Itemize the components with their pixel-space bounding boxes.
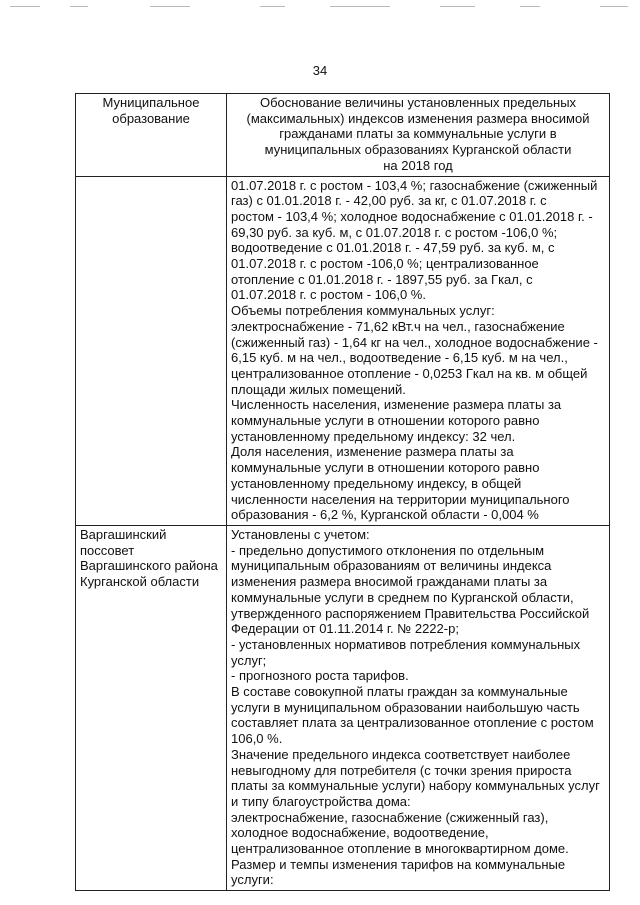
- table-row: [76, 525, 610, 890]
- text-line: 01.07.2018 г. с ростом - 103,4 %; газоснабжение (сжиженный: [231, 177, 598, 193]
- text-line: коммунальные услуги в отношении которого равно: [231, 413, 540, 429]
- text-line: 69,30 руб. за куб. м, с 01.07.2018 г. с ростом -106,0 %;: [231, 224, 558, 240]
- table-row: [76, 176, 610, 525]
- justification-cell: [227, 176, 610, 525]
- header-line: образование: [112, 110, 190, 126]
- text-line: (сжиженный газ) - 1,64 кг на чел., холодное водоснабжение -: [231, 334, 598, 350]
- municipality-line: поссовет: [80, 542, 135, 558]
- text-line: образования - 6,2 %, Курганской области - 0,004 %: [231, 507, 539, 523]
- municipality-line: Варгашинского района: [80, 558, 218, 574]
- text-line: централизованное отопление - 0,0253 Гкал на кв. м общей: [231, 365, 588, 381]
- text-line: невыгодному для потребителя (с точки зрения прироста: [231, 762, 572, 778]
- text-line: Федерации от 01.11.2014 г. № 2222-р;: [231, 621, 459, 637]
- text-line: Доля населения, изменение размера платы за: [231, 444, 514, 460]
- header-line: (максимальных) индексов изменения размера вносимой: [246, 110, 590, 126]
- table-header-row: [76, 94, 610, 177]
- text-line: Значение предельного индекса соответствует наиболее: [231, 746, 571, 762]
- header-line: Обоснование величины установленных предельных: [259, 95, 577, 110]
- municipality-cell: [76, 176, 227, 525]
- text-line: муниципальным образованиям от величины индекса: [231, 558, 552, 574]
- text-line: коммунальные услуги в отношении которого равно: [231, 460, 540, 476]
- text-line: услуги в муниципальном образовании наибольшую часть: [231, 699, 580, 715]
- text-line: услуги:: [231, 872, 274, 888]
- header-line: Муниципальное: [102, 95, 200, 110]
- header-line: муниципальных образованиях Курганской области: [264, 142, 572, 158]
- text-line: 01.07.2018 г. с ростом - 106,0 %.: [231, 287, 426, 303]
- justification-cell: [227, 525, 610, 890]
- text-line: В составе совокупной платы граждан за коммунальные: [231, 684, 568, 700]
- text-line: электроснабжение - 71,62 кВт.ч на чел., газоснабжение: [231, 318, 565, 334]
- header-municipality-cell: [76, 94, 227, 177]
- text-line: - предельно допустимого отклонения по отдельным: [231, 542, 545, 558]
- text-line: утвержденного распоряжением Правительства Российской: [231, 605, 590, 621]
- text-line: централизованное отопление в многоквартирном доме.: [231, 841, 569, 857]
- text-line: установленному предельному индексу, в общей: [231, 475, 522, 491]
- text-line: электроснабжение, газоснабжение (сжиженный газ),: [231, 809, 549, 825]
- text-line: Установлены с учетом:: [231, 526, 370, 542]
- text-line: - установленных нормативов потребления коммунальных: [231, 636, 581, 652]
- text-line: газ) с 01.01.2018 г. - 42,00 руб. за кг, с 01.07.2018 г. с: [231, 193, 547, 209]
- header-justification-cell: [227, 94, 610, 177]
- text-line: составляет плата за централизованное отопление с ростом: [231, 715, 594, 731]
- tariff-justification-table: [75, 93, 610, 891]
- text-line: численности населения на территории муниципального: [231, 491, 570, 507]
- municipality-cell: [76, 525, 227, 890]
- page-number: 34: [312, 63, 328, 78]
- text-line: и типу благоустройства дома:: [231, 793, 411, 809]
- municipality-line: Варгашинский: [80, 526, 167, 542]
- text-line: водоотведение с 01.01.2018 г. - 47,59 руб. за куб. м, с: [231, 240, 555, 256]
- text-line: - прогнозного роста тарифов.: [231, 668, 409, 684]
- text-line: 6,15 куб. м на чел., водоотведение - 6,15 куб. м на чел.,: [231, 350, 568, 366]
- text-line: отопление с 01.01.2018 г. - 1897,55 руб. за Гкал, с: [231, 271, 533, 287]
- text-line: ростом - 103,4 %; холодное водоснабжение с 01.01.2018 г. -: [231, 208, 593, 224]
- text-line: площади жилых помещений.: [231, 381, 406, 397]
- text-line: 106,0 %.: [231, 731, 283, 747]
- text-line: коммунальные услуги в среднем по Курганской области,: [231, 589, 574, 605]
- text-line: изменения размера вносимой гражданами платы за: [231, 574, 548, 590]
- text-line: Размер и темпы изменения тарифов на коммунальные: [231, 856, 566, 872]
- scan-edge-artifact: [0, 0, 640, 12]
- text-line: Численность населения, изменение размера платы за: [231, 397, 562, 413]
- municipality-line: Курганской области: [80, 574, 200, 590]
- header-line: на 2018 год: [383, 157, 453, 173]
- header-line: гражданами платы за коммунальные услуги в: [279, 126, 557, 142]
- text-line: 01.07.2018 г. с ростом -106,0 %; централизованное: [231, 256, 539, 272]
- text-line: платы за коммунальные услуги) набору коммунальных услуг: [231, 778, 600, 794]
- text-line: холодное водоснабжение, водоотведение,: [231, 825, 489, 841]
- text-line: услуг;: [231, 652, 267, 668]
- text-line: Объемы потребления коммунальных услуг:: [231, 303, 495, 319]
- text-line: установленному предельному индексу: 32 чел.: [231, 428, 516, 444]
